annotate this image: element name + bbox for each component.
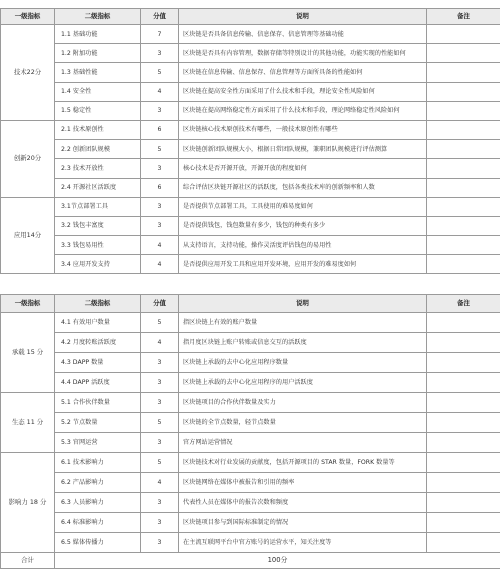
description-cell: 指月度区块链上账户转账或信息交互的活跃度	[179, 333, 427, 353]
score-cell: 3	[141, 353, 179, 373]
score-cell: 4	[141, 82, 179, 101]
subindex-cell: 2.2 创新团队规模	[55, 140, 141, 159]
header-row	[1, 295, 500, 313]
remarks-cell	[427, 255, 500, 274]
subindex-cell: 5.3 官网运营	[55, 433, 141, 453]
category-cell: 影响力 18 分	[1, 453, 55, 553]
description-cell: 区块链在提高安全性方面采用了什么技术和手段，理论安全性风险如何	[179, 82, 427, 101]
remarks-cell	[427, 493, 500, 513]
description-cell: 区块链核心技术原创技术有哪些，一般技术原创性有哪些	[179, 120, 427, 139]
header-description: 说明	[179, 295, 427, 313]
table-row	[1, 473, 500, 493]
total-label: 合计	[1, 553, 55, 569]
remarks-cell	[427, 373, 500, 393]
score-cell: 3	[141, 373, 179, 393]
remarks-cell	[427, 353, 500, 373]
category-cell: 生态 11 分	[1, 393, 55, 453]
header-level1: 一级指标	[1, 9, 55, 25]
description-cell: 官方网站运营情况	[179, 433, 427, 453]
remarks-cell	[427, 101, 500, 120]
table-row	[1, 101, 500, 120]
category-cell: 创新20分	[1, 120, 55, 197]
subindex-cell: 1.2 附加功能	[55, 44, 141, 63]
table-row	[1, 433, 500, 453]
table-row	[1, 393, 500, 413]
description-cell: 区块链网络在媒体中被报告和引用的频率	[179, 473, 427, 493]
score-cell: 3	[141, 513, 179, 533]
subindex-cell: 6.4 标准影响力	[55, 513, 141, 533]
score-cell: 3	[141, 197, 179, 216]
subindex-cell: 3.2 钱包丰富度	[55, 216, 141, 235]
subindex-cell: 6.2 产品影响力	[55, 473, 141, 493]
total-row	[1, 553, 500, 569]
remarks-cell	[427, 44, 500, 63]
table-row	[1, 413, 500, 433]
description-cell: 区块链项目的合作伙伴数量及实力	[179, 393, 427, 413]
category-cell: 应用14分	[1, 197, 55, 274]
table-row	[1, 255, 500, 274]
remarks-cell	[427, 393, 500, 413]
header-level2: 二级指标	[55, 295, 141, 313]
subindex-cell: 3.1节点部署工具	[55, 197, 141, 216]
table-row	[1, 82, 500, 101]
remarks-cell	[427, 140, 500, 159]
index-table-part-1	[0, 8, 500, 274]
score-cell: 7	[141, 25, 179, 44]
score-cell: 4	[141, 473, 179, 493]
score-cell: 6	[141, 178, 179, 197]
remarks-cell	[427, 453, 500, 473]
table-row	[1, 159, 500, 178]
header-score: 分值	[141, 295, 179, 313]
table-row	[1, 353, 500, 373]
score-cell: 3	[141, 159, 179, 178]
score-cell: 3	[141, 216, 179, 235]
score-cell: 5	[141, 140, 179, 159]
table-row	[1, 493, 500, 513]
total-value: 100分	[55, 553, 500, 569]
subindex-cell: 3.4 应用开发支持	[55, 255, 141, 274]
subindex-cell: 1.4 安全性	[55, 82, 141, 101]
description-cell: 综合评估区块链开源社区的活跃度，包括各类技术库的创新频率和人数	[179, 178, 427, 197]
subindex-cell: 2.1 技术原创性	[55, 120, 141, 139]
subindex-cell: 4.2 月度转账活跃度	[55, 333, 141, 353]
score-cell: 3	[141, 493, 179, 513]
subindex-cell: 5.2 节点数量	[55, 413, 141, 433]
description-cell: 区块链项目参与到国际标准制定的情况	[179, 513, 427, 533]
remarks-cell	[427, 413, 500, 433]
remarks-cell	[427, 313, 500, 333]
remarks-cell	[427, 63, 500, 82]
table-row	[1, 178, 500, 197]
subindex-cell: 1.5 稳定性	[55, 101, 141, 120]
subindex-cell: 6.1 技术影响力	[55, 453, 141, 473]
remarks-cell	[427, 333, 500, 353]
score-cell: 4	[141, 255, 179, 274]
score-cell: 4	[141, 333, 179, 353]
remarks-cell	[427, 433, 500, 453]
table-row	[1, 533, 500, 553]
header-score: 分值	[141, 9, 179, 25]
subindex-cell: 1.1 基础功能	[55, 25, 141, 44]
remarks-cell	[427, 178, 500, 197]
subindex-cell: 2.4 开源社区活跃度	[55, 178, 141, 197]
subindex-cell: 4.3 DAPP 数量	[55, 353, 141, 373]
description-cell: 在主流互联网平台中官方账号的运营水平，知关注度等	[179, 533, 427, 553]
remarks-cell	[427, 216, 500, 235]
index-table-part-2	[0, 294, 500, 569]
description-cell: 区块链上承载的去中心化应用程序的用户活跃度	[179, 373, 427, 393]
score-cell: 3	[141, 393, 179, 413]
score-cell: 5	[141, 63, 179, 82]
subindex-cell: 6.3 人员影响力	[55, 493, 141, 513]
score-cell: 3	[141, 533, 179, 553]
score-cell: 6	[141, 120, 179, 139]
description-cell: 区块链在提高网络稳定性方面采用了什么技术和手段，理论网络稳定性风险如何	[179, 101, 427, 120]
table-row	[1, 513, 500, 533]
header-level1: 一级指标	[1, 295, 55, 313]
table-row	[1, 313, 500, 333]
category-cell: 承载 15 分	[1, 313, 55, 393]
remarks-cell	[427, 473, 500, 493]
table-row	[1, 197, 500, 216]
category-cell: 技术22分	[1, 25, 55, 121]
subindex-cell: 1.3 基础性能	[55, 63, 141, 82]
description-cell: 区块链的全节点数量，轻节点数量	[179, 413, 427, 433]
description-cell: 是否提供应用开发工具和应用开发环境，应用开发的难易度如何	[179, 255, 427, 274]
header-remarks: 备注	[427, 295, 500, 313]
subindex-cell: 3.3 钱包易用性	[55, 236, 141, 255]
remarks-cell	[427, 533, 500, 553]
score-cell: 3	[141, 44, 179, 63]
remarks-cell	[427, 120, 500, 139]
remarks-cell	[427, 513, 500, 533]
description-cell: 指区块链上有效的账户数量	[179, 313, 427, 333]
remarks-cell	[427, 236, 500, 255]
subindex-cell: 2.3 技术开放性	[55, 159, 141, 178]
description-cell: 代表性人员在媒体中的报告次数和频度	[179, 493, 427, 513]
remarks-cell	[427, 197, 500, 216]
header-row	[1, 9, 500, 25]
header-remarks: 备注	[427, 9, 500, 25]
table-row	[1, 25, 500, 44]
description-cell: 从支持语言，支持功能，操作灵活度评估钱包的易用性	[179, 236, 427, 255]
header-level2: 二级指标	[55, 9, 141, 25]
description-cell: 区块链技术对行业发展的贡献度，包括开源项目的 STAR 数量，FORK 数量等	[179, 453, 427, 473]
remarks-cell	[427, 25, 500, 44]
table-row	[1, 236, 500, 255]
table-row	[1, 120, 500, 139]
subindex-cell: 4.1 有效用户数量	[55, 313, 141, 333]
score-cell: 3	[141, 101, 179, 120]
table-row	[1, 453, 500, 473]
description-cell: 区块链创新团队规模大小，根据日常团队规模，兼职团队规模进行评估测算	[179, 140, 427, 159]
remarks-cell	[427, 82, 500, 101]
description-cell: 区块链在信息传输、信息保存、信息管理等方面所具备的性能如何	[179, 63, 427, 82]
description-cell: 区块链是否具有内容管理，数据存储等特别设计的其他功能，功能实现的性能如何	[179, 44, 427, 63]
description-cell: 区块链是否具备信息传输、信息保存、信息管理等基础功能	[179, 25, 427, 44]
subindex-cell: 6.5 媒体传播力	[55, 533, 141, 553]
score-cell: 5	[141, 313, 179, 333]
score-cell: 5	[141, 453, 179, 473]
table-row	[1, 333, 500, 353]
description-cell: 区块链上承载的去中心化应用程序数量	[179, 353, 427, 373]
score-cell: 3	[141, 433, 179, 453]
table-row	[1, 373, 500, 393]
remarks-cell	[427, 159, 500, 178]
table-row	[1, 63, 500, 82]
subindex-cell: 5.1 合作伙伴数量	[55, 393, 141, 413]
description-cell: 核心技术是否开源开放，开源开放的程度如何	[179, 159, 427, 178]
description-cell: 是否提供钱包，钱包数量有多少，钱包的种类有多少	[179, 216, 427, 235]
table-row	[1, 44, 500, 63]
table-row	[1, 216, 500, 235]
subindex-cell: 4.4 DAPP 活跃度	[55, 373, 141, 393]
score-cell: 5	[141, 413, 179, 433]
table-row	[1, 140, 500, 159]
score-cell: 4	[141, 236, 179, 255]
header-description: 说明	[179, 9, 427, 25]
description-cell: 是否提供节点部署工具，工具使用的难易度如何	[179, 197, 427, 216]
